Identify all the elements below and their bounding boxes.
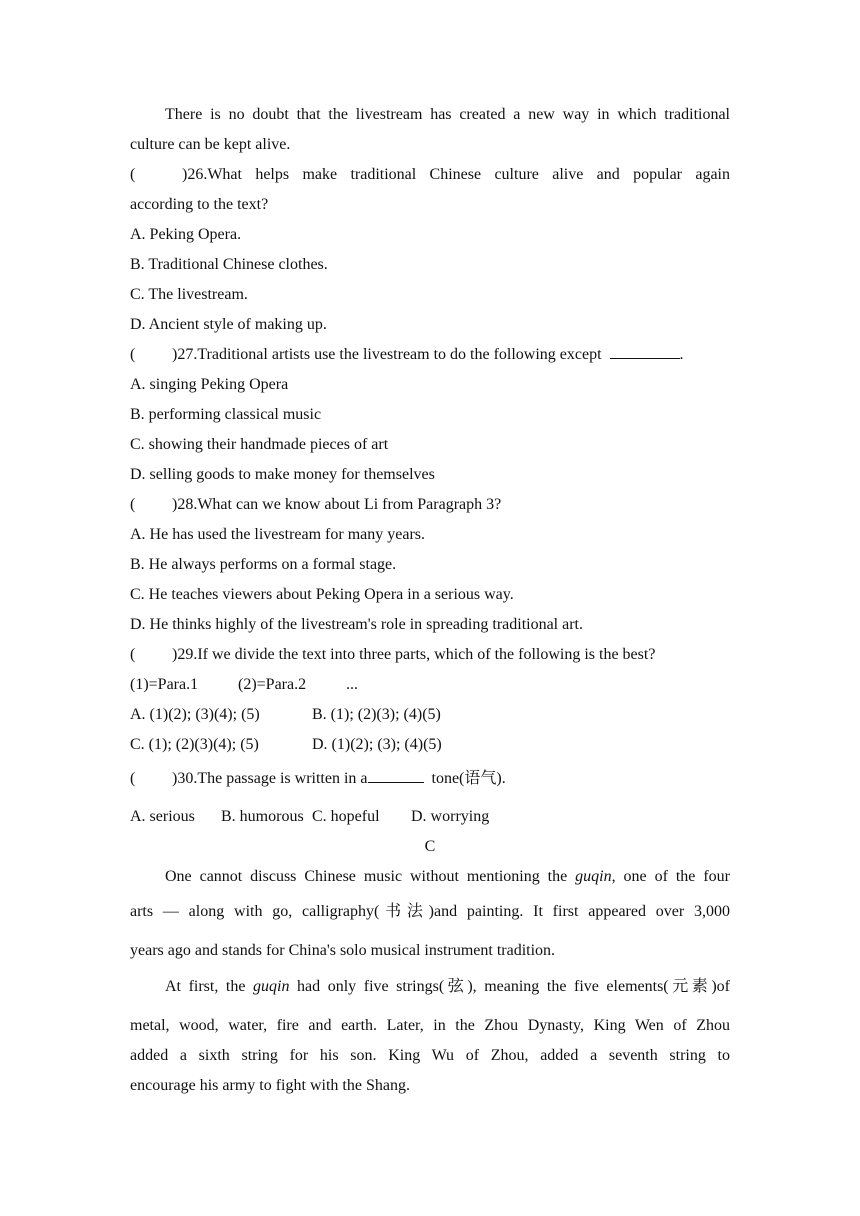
question-29-stem: ( )29.If we divide the text into three parts, which of the following is the best? [130, 640, 730, 670]
question-28-stem: ( )28.What can we know about Li from Paragraph 3? [130, 490, 730, 520]
option-c: C. The livestream. [130, 286, 248, 303]
option-d: D. (1)(2); (3); (4)(5) [312, 736, 442, 753]
answer-paren[interactable]: ( [130, 770, 136, 787]
options-row [130, 802, 730, 832]
option-c: C. (1); (2)(3)(4); (5) [130, 736, 259, 753]
option-d: D. worrying [411, 808, 490, 825]
passage-text-line: arts — along with go, calligraphy(书法)and painting. It first appeared over 3,000 [130, 903, 730, 920]
option-a: A. He has used the livestream for many years. [130, 526, 426, 543]
answer-paren[interactable]: ( [130, 646, 136, 663]
question-29-hint: (1)=Para.1 (2)=Para.2 ... [130, 676, 358, 693]
section-heading: C [424, 838, 436, 855]
option-d: D. selling goods to make money for themselves [130, 466, 435, 483]
option-a: A. serious [130, 808, 195, 825]
option-c: C. showing their handmade pieces of art [130, 436, 389, 453]
option-a: A. (1)(2); (3)(4); (5) [130, 706, 260, 723]
passage-text-line: added a sixth string for his son. King Wu of Zhou, added a seventh string to [130, 1047, 730, 1064]
answer-paren[interactable]: ( [130, 496, 136, 513]
question-26-stem: ( )26.What helps make traditional Chinese culture alive and popular again [130, 160, 730, 190]
passage-text-line: There is no doubt that the livestream has created a new way in which traditional [165, 106, 730, 123]
option-b: B. He always performs on a formal stage. [130, 556, 397, 573]
fill-blank [368, 766, 424, 783]
passage-text-line: metal, wood, water, fire and earth. Later, in the Zhou Dynasty, King Wen of Zhou [130, 1017, 730, 1034]
passage-text-line: One cannot discuss Chinese music without mentioning the guqin, one of the four [165, 868, 730, 885]
question-27-stem: ( )27.Traditional artists use the livestream to do the following except . [130, 340, 730, 370]
option-b: B. humorous [221, 808, 304, 825]
option-b: B. Traditional Chinese clothes. [130, 256, 328, 273]
fill-blank [610, 342, 680, 359]
options-row [130, 700, 730, 730]
passage-text-line: years ago and stands for China's solo musical instrument tradition. [130, 942, 556, 959]
options-row [130, 730, 730, 760]
option-c: C. He teaches viewers about Peking Opera in a serious way. [130, 586, 514, 603]
answer-paren[interactable]: ( [130, 166, 136, 183]
question-30-stem: ( )30.The passage is written in a tone(语气). [130, 764, 730, 794]
option-c: C. hopeful [312, 808, 380, 825]
passage-text-line: encourage his army to fight with the Shang. [130, 1077, 410, 1094]
passage-text-line: culture can be kept alive. [130, 136, 291, 153]
option-d: D. Ancient style of making up. [130, 316, 327, 333]
passage-text-line: At first, the guqin had only five strings(弦), meaning the five elements(元素)of [165, 978, 730, 995]
option-b: B. performing classical music [130, 406, 322, 423]
option-a: A. Peking Opera. [130, 226, 242, 243]
option-d: D. He thinks highly of the livestream's role in spreading traditional art. [130, 616, 583, 633]
option-a: A. singing Peking Opera [130, 376, 289, 393]
answer-paren[interactable]: ( [130, 346, 136, 363]
option-b: B. (1); (2)(3); (4)(5) [312, 706, 441, 723]
question-26-stem-cont: according to the text? [130, 196, 269, 213]
